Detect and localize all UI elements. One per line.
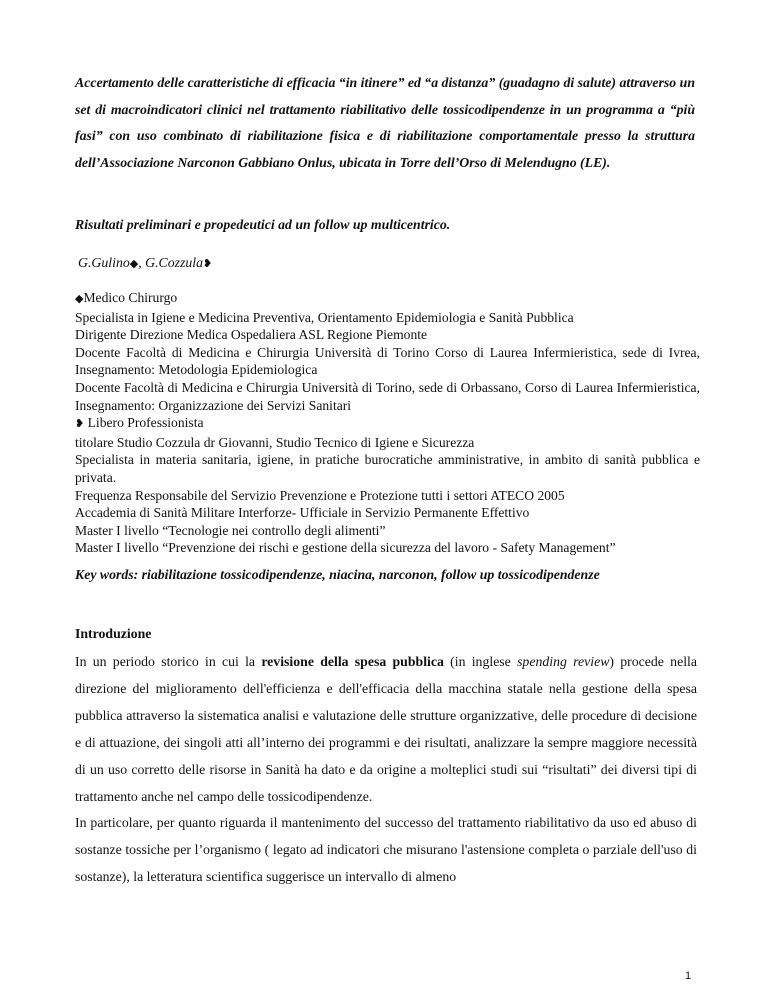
paragraph: In un periodo storico in cui la revisione della spesa pubblica (in inglese spending review) procede nella direzione del miglioramento dell'efficienza e dell'efficacia della macchina statale nella gestione della spesa pubblica attraverso la sistematica analisi e valutazione delle strutture organizzative, delle procedure di decisione e di attuazione, dei singoli atti all’interno dei programmi e dei risultati, analizzare la sempre maggiore necessità di un uso corretto delle risorse in Sanità ha dato e da origine a molteplici studi sui “risultati” dei diversi tipi di trattamento anche nel campo delle tossicodipendenze.	[75, 654, 697, 804]
heart-icon: ❥	[75, 418, 85, 431]
keywords: Key words: riabilitazione tossicodipendenze, niacina, narconon, follow up tossicodipendenze	[75, 567, 600, 582]
affiliation-line: Specialista in Igiene e Medicina Preventiva, Orientamento Epidemiologia e Sanità Pubblica	[75, 309, 574, 325]
affiliation-line: Frequenza Responsabile del Servizio Prevenzione e Protezione tutti i settori ATECO 2005	[75, 487, 565, 503]
author-separator: ,	[138, 255, 146, 270]
affiliation-line: Master I livello “Prevenzione dei rischi e gestione della sicurezza del lavoro - Safety Management”	[75, 540, 616, 556]
diamond-icon: ◆	[75, 293, 84, 305]
paragraph: In particolare, per quanto riguarda il mantenimento del successo del trattamento riabilitativo da uso ed abuso di sostanze tossiche per l’organismo ( legato ad indicatori che misurano l'astensione completa o parziale dell'uso di sostanze), la letteratura scientifica suggerisce un intervallo di almeno	[75, 815, 697, 885]
affiliation-line: Docente Facoltà di Medicina e Chirurgia Università di Torino, sede di Orbassano, Corso di Laurea Infermieristica, Insegnamento: Organizzazione dei Servizi Sanitari	[75, 379, 700, 413]
document-title: Accertamento delle caratteristiche di efficacia “in itinere” ed “a distanza” (guadagno di salute) attraverso un set di macroindicatori clinici nel trattamento riabilitativo delle tossicodipendenze in un programma a “più fasi” con uso combinato di riabilitazione fisica e di riabilitazione comportamentale presso la struttura dell’Associazione Narconon Gabbiano Onlus, ubicata in Torre dell’Orso di Melendugno (LE).	[75, 75, 695, 170]
affiliation-line: Docente Facoltà di Medicina e Chirurgia Università di Torino Corso di Laurea Infermieristica, sede di Ivrea, Insegnamento: Metodologia Epidemiologica	[75, 344, 700, 378]
author-name: G.Cozzula	[145, 255, 204, 270]
author-name: G.Gulino	[78, 255, 130, 270]
affiliations-block	[75, 289, 700, 557]
section-heading: Introduzione	[75, 626, 152, 641]
page-number: 1	[685, 970, 692, 982]
document-subtitle: Risultati preliminari e propedeutici ad un follow up multicentrico.	[75, 217, 451, 232]
emphasis-bold: revisione della spesa pubblica	[261, 654, 444, 669]
heart-icon: ❥	[203, 258, 213, 270]
diamond-icon: ◆	[129, 258, 139, 270]
affiliation-line: ◆Medico Chirurgo	[75, 290, 178, 305]
affiliation-line: ❥ Libero Professionista	[75, 415, 204, 431]
intro-body	[75, 649, 697, 891]
authors-line	[78, 255, 212, 271]
emphasis-italic: spending review	[517, 654, 610, 669]
affiliation-line: Master I livello “Tecnologie nei controllo degli alimenti”	[75, 522, 386, 538]
affiliation-line: Specialista in materia sanitaria, igiene, in pratiche burocratiche amministrative, in ambito di sanità pubblica e privata.	[75, 452, 700, 485]
affiliation-line: Dirigente Direzione Medica Ospedaliera ASL Regione Piemonte	[75, 327, 428, 343]
affiliation-line: Accademia di Sanità Militare Interforze- Ufficiale in Servizio Permanente Effettivo	[75, 505, 530, 521]
affiliation-line: titolare Studio Cozzula dr Giovanni, Studio Tecnico di Igiene e Sicurezza	[75, 434, 475, 450]
